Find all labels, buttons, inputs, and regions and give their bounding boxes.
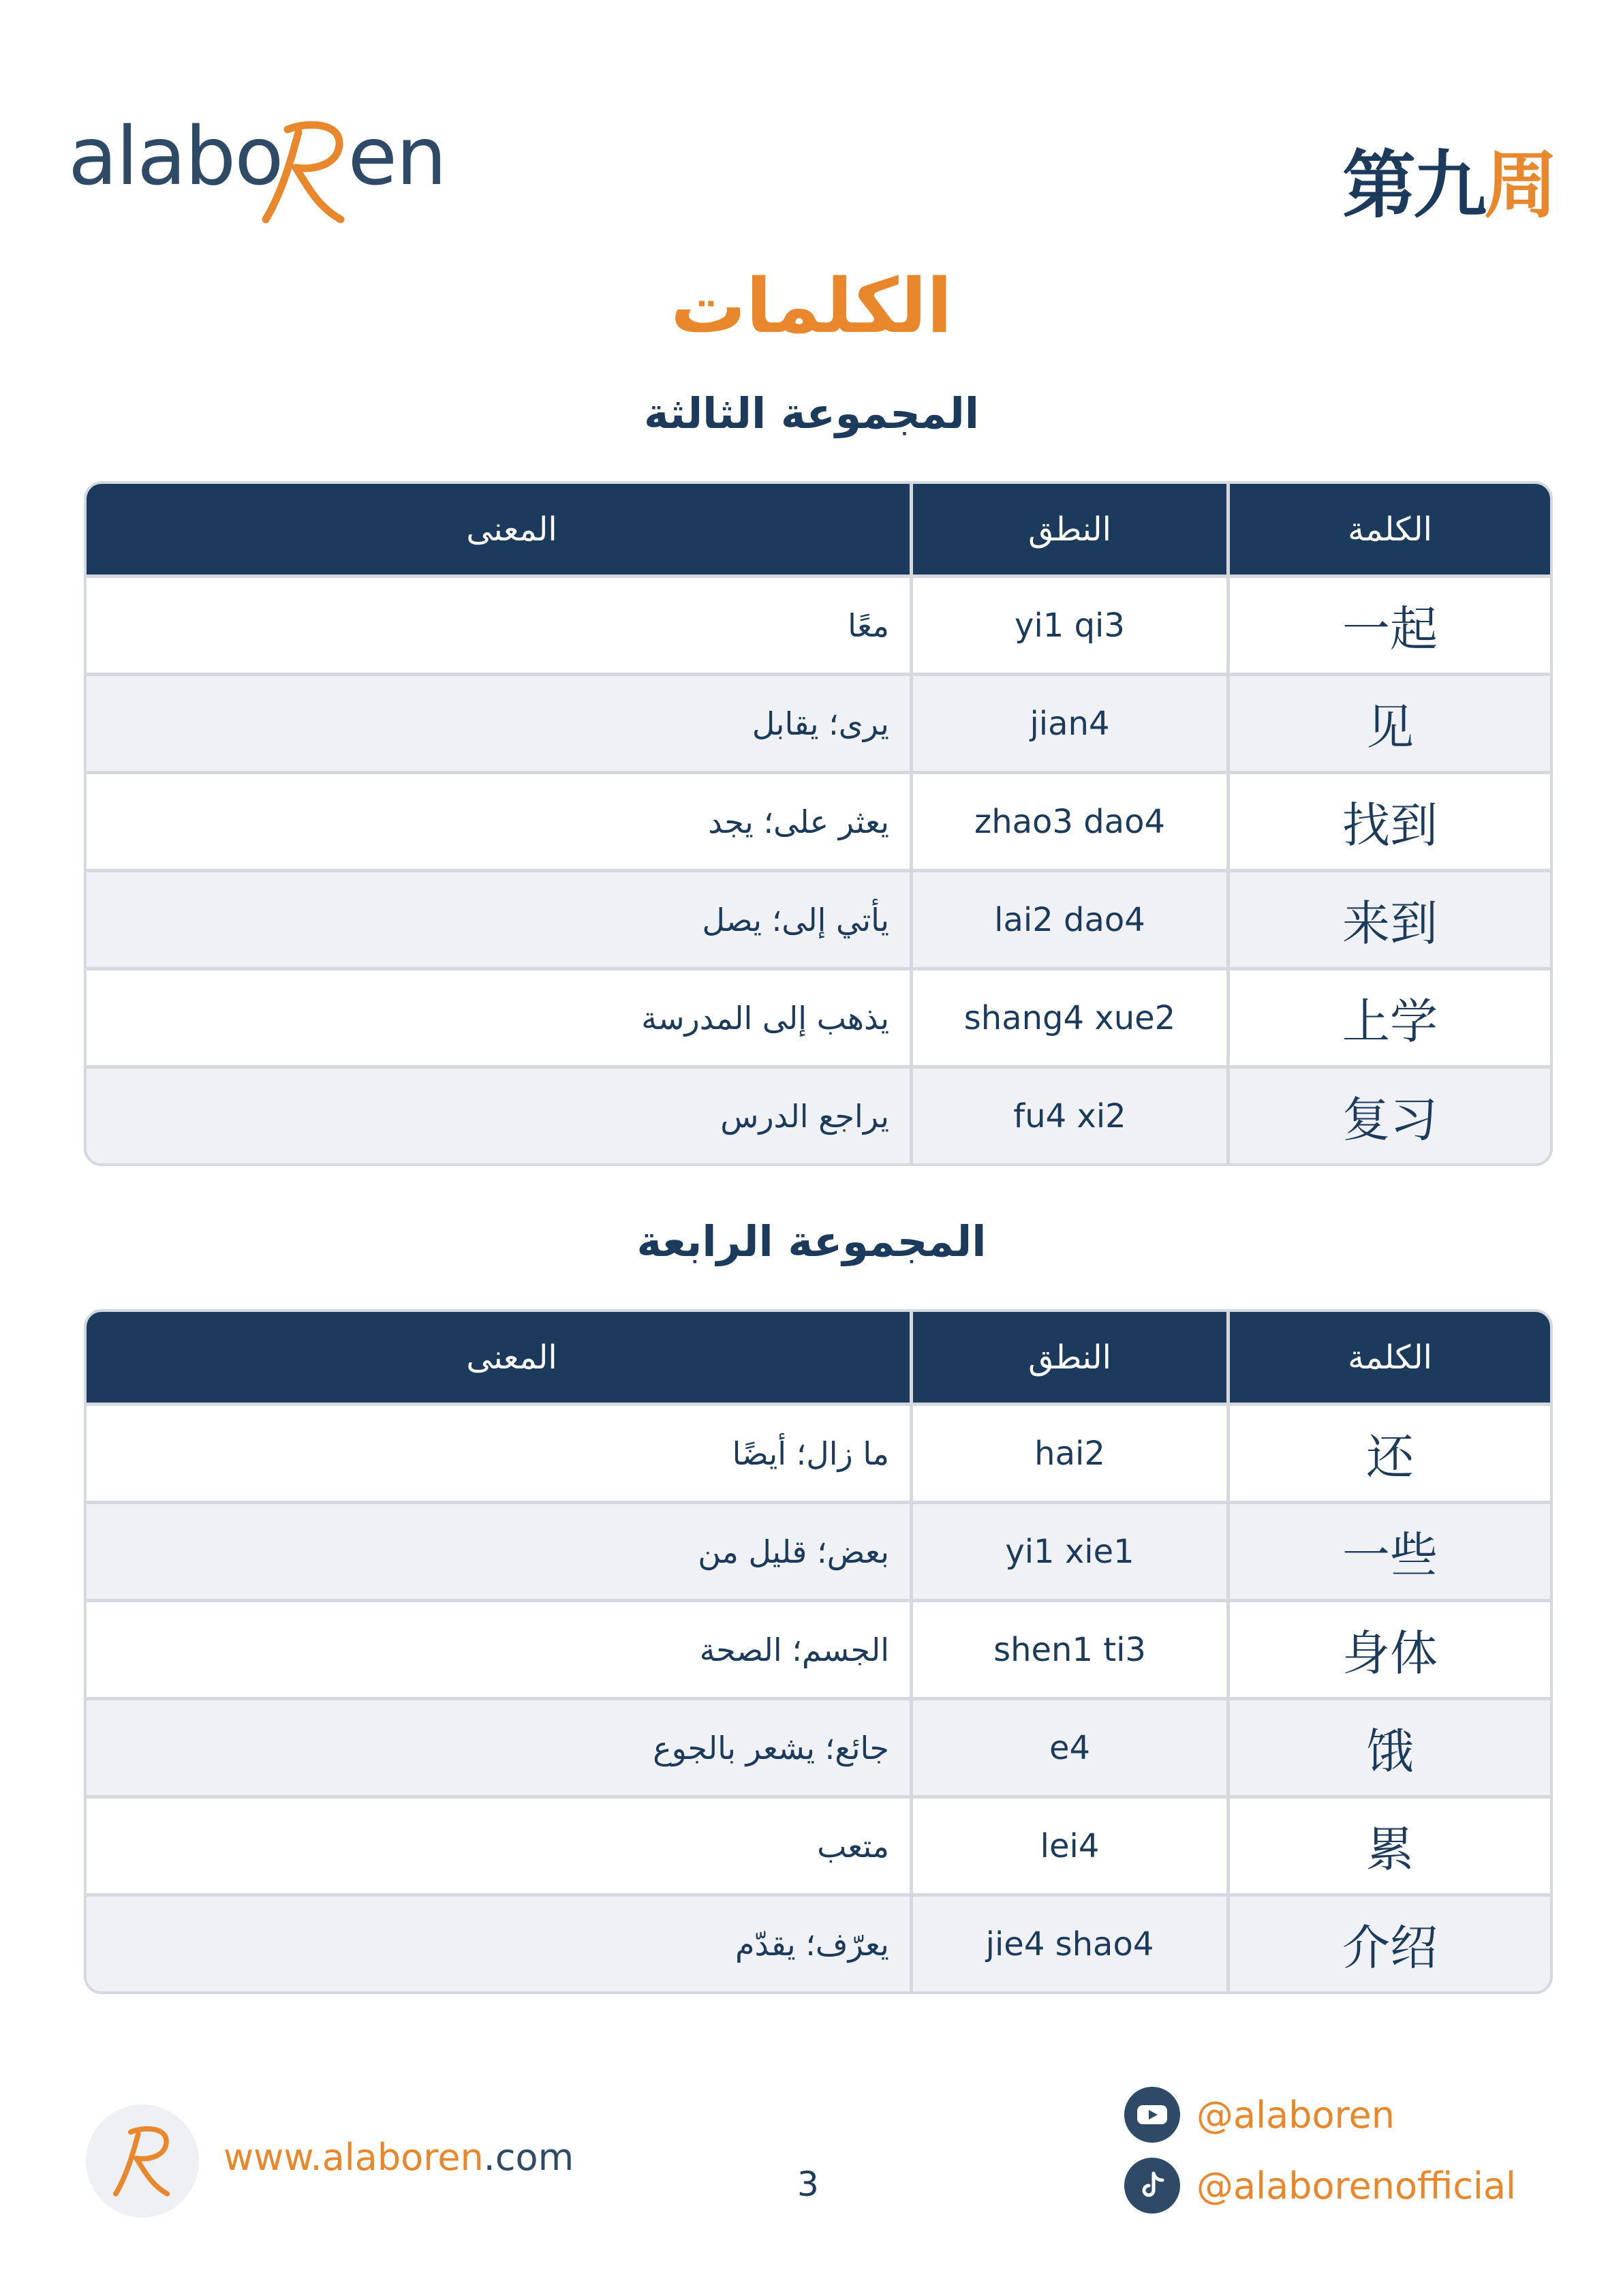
youtube-link[interactable]: [1124, 2087, 1395, 2143]
logo-text-start: alabo: [68, 109, 283, 203]
word-cell: 累: [1366, 1822, 1414, 1878]
header-meaning: المعنى: [466, 510, 557, 549]
table-row: [87, 1065, 1550, 1163]
word-cell: 找到: [1342, 797, 1438, 853]
meaning-cell: يأتي إلى؛ يصل: [702, 901, 889, 938]
pronunciation-cell: lai2 dao4: [994, 900, 1145, 939]
meaning-cell: يذهب إلى المدرسة: [641, 999, 889, 1037]
table-row: [87, 1697, 1550, 1795]
word-cell: 来到: [1342, 896, 1438, 951]
brand-logo: [68, 109, 477, 225]
pronunciation-cell: jian4: [1030, 704, 1110, 743]
table-row: [87, 869, 1550, 967]
word-cell: 一起: [1342, 601, 1438, 657]
word-cell: 介绍: [1342, 1920, 1438, 1976]
logo-text-end: en: [347, 109, 446, 203]
word-cell: 身体: [1342, 1625, 1438, 1681]
meaning-cell: ما زال؛ أيضًا: [732, 1435, 889, 1472]
page-number: 3: [797, 2164, 819, 2204]
tiktok-handle: @alaborenofficial: [1196, 2164, 1516, 2207]
meaning-cell: جائع؛ يشعر بالجوع: [653, 1729, 889, 1766]
youtube-handle: @alaboren: [1196, 2093, 1395, 2137]
group4-title: المجموعة الرابعة: [636, 1216, 987, 1266]
table-header-row: [87, 484, 1550, 575]
table-row: [87, 1403, 1550, 1501]
table-row: [87, 771, 1550, 869]
youtube-icon: [1124, 2087, 1180, 2143]
meaning-cell: يعرّف؛ يقدّم: [735, 1925, 889, 1963]
table-row: [87, 1893, 1550, 1991]
week-title-part2: 周: [1483, 143, 1555, 228]
word-cell: 复习: [1342, 1092, 1438, 1148]
word-cell: 上学: [1342, 994, 1438, 1050]
logo-r-icon: [260, 117, 349, 226]
page-title: الكلمات: [670, 262, 953, 350]
website-link[interactable]: [223, 2136, 574, 2179]
table-row: [87, 1599, 1550, 1697]
meaning-cell: يعثر على؛ يجد: [708, 803, 889, 840]
meaning-cell: متعب: [817, 1827, 889, 1865]
table-header-row: [87, 1312, 1550, 1403]
group3-title: المجموعة الثالثة: [643, 388, 980, 438]
pronunciation-cell: yi1 qi3: [1015, 606, 1125, 645]
header-word: الكلمة: [1348, 1338, 1432, 1377]
meaning-cell: بعض؛ قليل من: [698, 1533, 889, 1570]
word-cell: 一些: [1342, 1527, 1438, 1583]
vocab-table-group4: [84, 1309, 1553, 1994]
footer-brand-badge: [86, 2104, 199, 2218]
pronunciation-cell: lei4: [1040, 1826, 1100, 1865]
table-row: [87, 673, 1550, 771]
pronunciation-cell: yi1 xie1: [1005, 1532, 1134, 1571]
meaning-cell: معًا: [848, 607, 889, 644]
pronunciation-cell: zhao3 dao4: [974, 802, 1165, 841]
website-link-prefix: www.alaboren: [223, 2136, 484, 2179]
word-cell: 饿: [1366, 1724, 1414, 1779]
week-title-part1: 第九: [1342, 143, 1484, 228]
table-row: [87, 1795, 1550, 1893]
table-row: [87, 575, 1550, 673]
header-pronunciation: النطق: [910, 484, 1230, 575]
pronunciation-cell: shang4 xue2: [963, 998, 1176, 1037]
meaning-cell: الجسم؛ الصحة: [699, 1631, 889, 1668]
pronunciation-cell: e4: [1049, 1728, 1091, 1767]
table-row: [87, 967, 1550, 1065]
brand-r-icon: [108, 2124, 176, 2199]
week-title: [1342, 126, 1555, 232]
vocab-table-group3: [84, 481, 1553, 1166]
meaning-cell: يراجع الدرس: [720, 1097, 889, 1135]
pronunciation-cell: shen1 ti3: [993, 1630, 1146, 1669]
meaning-cell: يرى؛ يقابل: [752, 705, 889, 742]
pronunciation-cell: fu4 xi2: [1013, 1097, 1126, 1135]
header-pronunciation: النطق: [910, 1312, 1230, 1403]
header-meaning: المعنى: [466, 1338, 557, 1377]
table-row: [87, 1501, 1550, 1599]
word-cell: 见: [1366, 699, 1414, 755]
header-word: الكلمة: [1348, 510, 1432, 549]
tiktok-link[interactable]: [1124, 2158, 1516, 2214]
tiktok-icon: [1124, 2158, 1180, 2214]
pronunciation-cell: jie4 shao4: [985, 1925, 1154, 1963]
website-link-suffix: .com: [483, 2136, 574, 2179]
word-cell: 还: [1366, 1429, 1414, 1485]
pronunciation-cell: hai2: [1034, 1434, 1105, 1473]
